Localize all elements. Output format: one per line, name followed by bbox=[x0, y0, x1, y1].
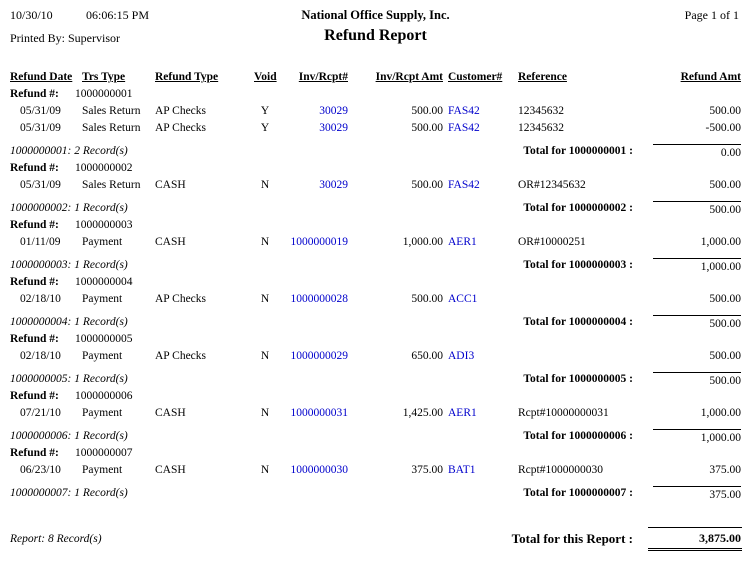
report-total-label: Total for this Report : bbox=[511, 531, 633, 546]
void-flag: Y bbox=[260, 122, 270, 134]
trs-type: Sales Return bbox=[82, 122, 141, 134]
refund-group-header bbox=[0, 87, 751, 104]
column-header-row bbox=[0, 70, 751, 87]
trs-type: Sales Return bbox=[82, 179, 141, 191]
group-total-label: Total for 1000000006 : bbox=[523, 430, 633, 442]
inv-rcpt-amt: 375.00 bbox=[411, 464, 443, 476]
inv-rcpt-amt: 1,000.00 bbox=[402, 236, 443, 248]
inv-rcpt-amt: 500.00 bbox=[411, 293, 443, 305]
void-flag: N bbox=[260, 179, 270, 191]
refund-amt: 500.00 bbox=[709, 293, 741, 305]
group-total-label: Total for 1000000003 : bbox=[523, 259, 633, 271]
col-refund-date: Refund Date bbox=[10, 71, 73, 83]
inv-rcpt-amt: 500.00 bbox=[411, 122, 443, 134]
group-summary-row bbox=[0, 372, 751, 389]
refund-group-header bbox=[0, 275, 751, 292]
refund-number: 1000000006 bbox=[75, 390, 133, 402]
col-customer: Customer# bbox=[448, 71, 503, 83]
group-total-label: Total for 1000000002 : bbox=[523, 202, 633, 214]
inv-rcpt-link[interactable]: 30029 bbox=[319, 179, 348, 191]
table-row bbox=[0, 104, 751, 121]
col-inv-rcpt-amt: Inv/Rcpt Amt bbox=[375, 71, 443, 83]
group-record-count: 1000000007: 1 Record(s) bbox=[10, 487, 128, 499]
refund-group-header bbox=[0, 389, 751, 406]
refund-amt: -500.00 bbox=[705, 122, 741, 134]
inv-rcpt-link[interactable]: 1000000030 bbox=[290, 464, 348, 476]
group-record-count: 1000000001: 2 Record(s) bbox=[10, 145, 128, 157]
group-record-count: 1000000005: 1 Record(s) bbox=[10, 373, 128, 385]
void-flag: N bbox=[260, 464, 270, 476]
group-total-amount: 1,000.00 bbox=[653, 429, 741, 444]
refund-date: 06/23/10 bbox=[20, 464, 61, 476]
refund-number: 1000000005 bbox=[75, 333, 133, 345]
group-total-label: Total for 1000000007 : bbox=[523, 487, 633, 499]
customer-link[interactable]: AER1 bbox=[448, 236, 477, 248]
table-row bbox=[0, 178, 751, 195]
table-row bbox=[0, 349, 751, 366]
refund-number: 1000000007 bbox=[75, 447, 133, 459]
inv-rcpt-amt: 1,425.00 bbox=[402, 407, 443, 419]
report-record-count: Report: 8 Record(s) bbox=[10, 533, 102, 545]
report-footer bbox=[0, 525, 751, 566]
customer-link[interactable]: ACC1 bbox=[448, 293, 478, 305]
void-flag: N bbox=[260, 293, 270, 305]
refund-date: 01/11/09 bbox=[20, 236, 61, 248]
inv-rcpt-link[interactable]: 1000000029 bbox=[290, 350, 348, 362]
group-record-count: 1000000006: 1 Record(s) bbox=[10, 430, 128, 442]
refund-number-label: Refund #: bbox=[10, 333, 59, 345]
refund-group-header bbox=[0, 161, 751, 178]
refund-number-label: Refund #: bbox=[10, 447, 59, 459]
report-total-amount: 3,875.00 bbox=[648, 527, 742, 551]
void-flag: N bbox=[260, 236, 270, 248]
table-row bbox=[0, 121, 751, 138]
refund-number-label: Refund #: bbox=[10, 219, 59, 231]
group-total-amount: 1,000.00 bbox=[653, 258, 741, 273]
group-summary-row bbox=[0, 201, 751, 218]
customer-link[interactable]: FAS42 bbox=[448, 122, 480, 134]
inv-rcpt-link[interactable]: 1000000019 bbox=[290, 236, 348, 248]
refund-number: 1000000002 bbox=[75, 162, 133, 174]
group-record-count: 1000000002: 1 Record(s) bbox=[10, 202, 128, 214]
printed-by: Printed By: Supervisor bbox=[10, 31, 120, 45]
void-flag: N bbox=[260, 407, 270, 419]
refund-amt: 500.00 bbox=[709, 179, 741, 191]
group-total-label: Total for 1000000001 : bbox=[523, 145, 633, 157]
inv-rcpt-link[interactable]: 1000000031 bbox=[290, 407, 348, 419]
company-name: National Office Supply, Inc. bbox=[301, 8, 450, 22]
refund-amt: 375.00 bbox=[709, 464, 741, 476]
refund-date: 02/18/10 bbox=[20, 350, 61, 362]
trs-type: Payment bbox=[82, 293, 123, 305]
refund-type: CASH bbox=[155, 236, 186, 248]
refund-type: AP Checks bbox=[155, 105, 207, 117]
table-row bbox=[0, 406, 751, 423]
group-total-amount: 500.00 bbox=[653, 201, 741, 216]
refund-group-header bbox=[0, 446, 751, 463]
col-reference: Reference bbox=[518, 71, 567, 83]
refund-type: AP Checks bbox=[155, 350, 207, 362]
refund-date: 05/31/09 bbox=[20, 105, 61, 117]
table-row bbox=[0, 235, 751, 252]
col-refund-type: Refund Type bbox=[155, 71, 219, 83]
refund-type: CASH bbox=[155, 179, 186, 191]
refund-date: 05/31/09 bbox=[20, 179, 61, 191]
void-flag: Y bbox=[260, 105, 270, 117]
refund-number-label: Refund #: bbox=[10, 162, 59, 174]
group-summary-row bbox=[0, 429, 751, 446]
print-time: 06:06:15 PM bbox=[86, 8, 150, 22]
inv-rcpt-amt: 650.00 bbox=[411, 350, 443, 362]
trs-type: Payment bbox=[82, 407, 123, 419]
col-void: Void bbox=[254, 71, 277, 83]
customer-link[interactable]: FAS42 bbox=[448, 179, 480, 191]
refund-group-header bbox=[0, 332, 751, 349]
refund-date: 02/18/10 bbox=[20, 293, 61, 305]
inv-rcpt-amt: 500.00 bbox=[411, 179, 443, 191]
group-total-label: Total for 1000000005 : bbox=[523, 373, 633, 385]
col-refund-amt: Refund Amt bbox=[680, 71, 741, 83]
reference: 12345632 bbox=[518, 105, 564, 117]
group-total-amount: 375.00 bbox=[653, 486, 741, 501]
report-title: Refund Report bbox=[324, 27, 427, 44]
group-total-amount: 500.00 bbox=[653, 315, 741, 330]
refund-number-label: Refund #: bbox=[10, 276, 59, 288]
refund-number: 1000000001 bbox=[75, 88, 133, 100]
refund-date: 05/31/09 bbox=[20, 122, 61, 134]
refund-group-header bbox=[0, 218, 751, 235]
refund-type: AP Checks bbox=[155, 122, 207, 134]
group-summary-row bbox=[0, 144, 751, 161]
reference: Rcpt#10000000031 bbox=[518, 407, 609, 419]
inv-rcpt-link[interactable]: 30029 bbox=[319, 105, 348, 117]
report-header bbox=[0, 0, 751, 70]
table-row bbox=[0, 463, 751, 480]
group-summary-row bbox=[0, 315, 751, 332]
reference: OR#10000251 bbox=[518, 236, 586, 248]
trs-type: Sales Return bbox=[82, 105, 141, 117]
print-date: 10/30/10 bbox=[10, 8, 53, 22]
col-trs-type: Trs Type bbox=[82, 71, 126, 83]
refund-type: CASH bbox=[155, 464, 186, 476]
refund-amt: 1,000.00 bbox=[700, 407, 741, 419]
reference: 12345632 bbox=[518, 122, 564, 134]
customer-link[interactable]: FAS42 bbox=[448, 105, 480, 117]
refund-amt: 500.00 bbox=[709, 350, 741, 362]
inv-rcpt-link[interactable]: 30029 bbox=[319, 122, 348, 134]
group-total-amount: 0.00 bbox=[653, 144, 741, 159]
refund-amt: 1,000.00 bbox=[700, 236, 741, 248]
group-total-amount: 500.00 bbox=[653, 372, 741, 387]
refund-date: 07/21/10 bbox=[20, 407, 61, 419]
reference: OR#12345632 bbox=[518, 179, 586, 191]
group-summary-row bbox=[0, 258, 751, 275]
refund-number-label: Refund #: bbox=[10, 88, 59, 100]
trs-type: Payment bbox=[82, 464, 123, 476]
customer-link[interactable]: BAT1 bbox=[448, 464, 476, 476]
inv-rcpt-amt: 500.00 bbox=[411, 105, 443, 117]
col-inv-rcpt: Inv/Rcpt# bbox=[298, 71, 348, 83]
refund-type: CASH bbox=[155, 407, 186, 419]
refund-number-label: Refund #: bbox=[10, 390, 59, 402]
void-flag: N bbox=[260, 350, 270, 362]
table-row bbox=[0, 292, 751, 309]
group-record-count: 1000000003: 1 Record(s) bbox=[10, 259, 128, 271]
inv-rcpt-link[interactable]: 1000000028 bbox=[290, 293, 348, 305]
trs-type: Payment bbox=[82, 350, 123, 362]
refund-amt: 500.00 bbox=[709, 105, 741, 117]
customer-link[interactable]: AER1 bbox=[448, 407, 477, 419]
refund-number: 1000000003 bbox=[75, 219, 133, 231]
customer-link[interactable]: ADI3 bbox=[448, 350, 475, 362]
page-indicator: Page 1 of 1 bbox=[684, 8, 739, 22]
refund-type: AP Checks bbox=[155, 293, 207, 305]
refund-number: 1000000004 bbox=[75, 276, 133, 288]
group-record-count: 1000000004: 1 Record(s) bbox=[10, 316, 128, 328]
group-total-label: Total for 1000000004 : bbox=[523, 316, 633, 328]
group-summary-row bbox=[0, 486, 751, 503]
trs-type: Payment bbox=[82, 236, 123, 248]
reference: Rcpt#1000000030 bbox=[518, 464, 603, 476]
